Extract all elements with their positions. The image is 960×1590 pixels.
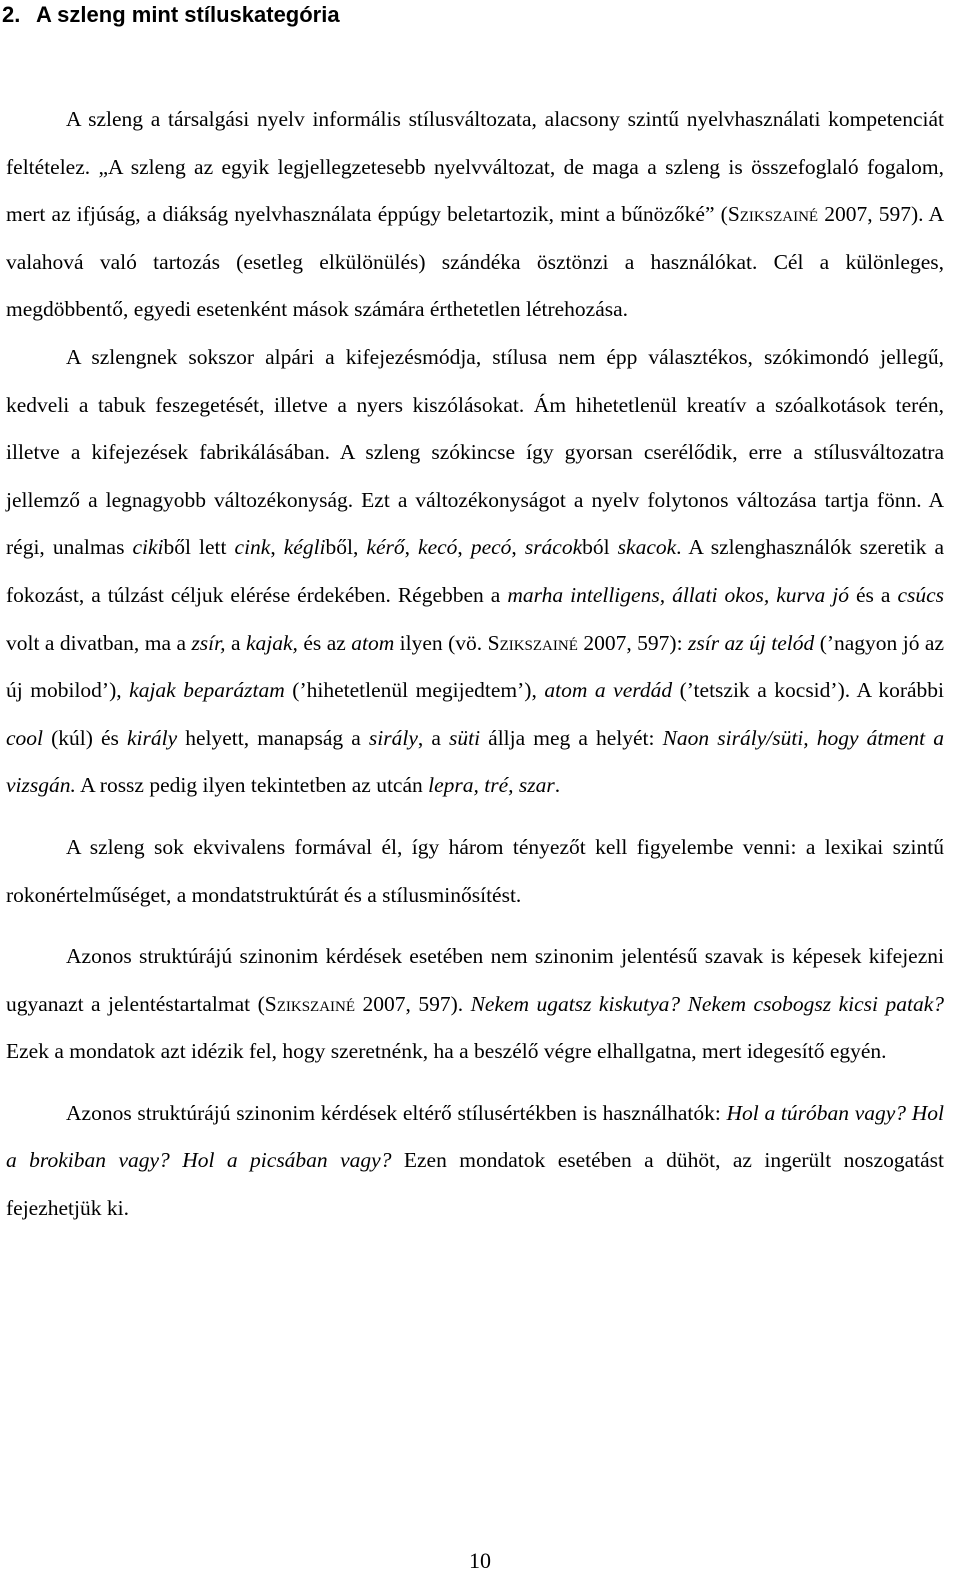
example-word: atom: [351, 630, 395, 655]
example-word: kégli: [283, 535, 326, 560]
author-citation: Szikszainé: [727, 202, 819, 227]
example-word: pecó: [470, 535, 512, 560]
example-word: skacok: [617, 535, 677, 560]
text-run: , a: [417, 725, 449, 750]
text-run: ,: [270, 535, 284, 560]
example-word: cool: [6, 725, 44, 750]
example-word: ciki: [132, 535, 164, 560]
example-word: cink: [234, 535, 271, 560]
text-run: Ezek a mondatok azt idézik fel, hogy szeretnénk, ha a beszélő végre elhallgatna, mert idegesítő egyén.: [6, 1039, 887, 1064]
example-sentence: Naon sirály/süti, hogy átment a vizsgán.: [6, 725, 944, 798]
example-word: kecó: [418, 535, 458, 560]
example-phrase: kajak beparáztam: [129, 678, 285, 703]
text-run: ilyen (vö.: [394, 630, 488, 655]
text-run: Azonos struktúrájú szinonim kérdések eltérő stílusértékben is használhatók:: [66, 1100, 727, 1125]
text-run: (’hihetetlenül megijedtem’),: [284, 678, 545, 703]
text-run: ból: [582, 535, 618, 560]
body-text: [6, 96, 944, 1233]
example-phrase: atom a verdád: [544, 678, 673, 703]
text-run: és az: [297, 630, 352, 655]
paragraph-5: [6, 1090, 944, 1233]
example-word: csúcs: [897, 582, 945, 607]
text-run: A rossz pedig ilyen tekintetben az utcán: [75, 773, 429, 798]
paragraph-4: [6, 933, 944, 1076]
text-run: volt a divatban, ma a: [6, 630, 192, 655]
author-citation: Szikszainé: [264, 991, 356, 1016]
text-run: Azonos struktúrájú szinonim kérdések esetében nem szinonim jelentésű szavak is képesek kifejezni ugyanazt a jelentéstartalmat (: [6, 944, 944, 1016]
example-word: király: [127, 725, 178, 750]
section-heading: [2, 0, 340, 30]
example-word: kajak,: [245, 630, 298, 655]
text-run: és a: [848, 582, 898, 607]
page-number: 10: [469, 1548, 491, 1573]
example-phrase: zsír az új telód: [688, 630, 815, 655]
text-run: ből lett: [163, 535, 235, 560]
example-word: zsír,: [191, 630, 226, 655]
section-title: A szleng mint stíluskategória: [36, 2, 340, 27]
text-run: A szleng a társalgási nyelv informális stílusváltozata, alacsony szintű nyelvhasználati kompetenciát feltételez. „A szleng az egyik legjellegzetesebb nyelvváltozat, de maga a szleng is összefoglaló fogalom, mert az ifjúság, a diákság nyelvhasználata éppúgy beletartozik, mint a bűnözőké” (: [6, 107, 944, 227]
text-run: Ezen mondatok esetében a dühöt, az ingerült noszogatást fejezhetjük ki.: [6, 1148, 944, 1221]
text-run: . A szlenghasználók szeretik a fokozást, a túlzást céljuk elérése érdekében. Régebben a: [6, 535, 945, 607]
paragraph-1: [6, 96, 944, 334]
paragraph-3: [6, 824, 944, 919]
example-sentence: Hol a túróban vagy? Hol a brokiban vagy? Hol a picsában vagy?: [6, 1100, 944, 1173]
example-sentence: Nekem ugatsz kiskutya? Nekem csobogsz kicsi patak?: [470, 991, 944, 1016]
text-run: ,: [404, 535, 419, 560]
text-run: helyett, manapság a: [177, 725, 369, 750]
example-word: kérő: [366, 535, 405, 560]
example-word: sirály: [368, 725, 418, 750]
text-run: A szleng sok ekvivalens formával él, így három tényezőt kell figyelembe venni: a lexikai szintű rokonértelműséget, a mondatstruktúrát és a stílusminősítést.: [6, 834, 944, 907]
text-run: ,: [457, 535, 471, 560]
text-run: állja meg a helyét:: [480, 725, 663, 750]
text-run: 2007, 597). A valahová való tartozás (esetleg elkülönülés) szándéka ösztönzi a használókat. Cél a különleges, megdöbbentő, egyedi esetenként mások számára érthetetlen létrehozása.: [6, 202, 945, 322]
text-run: 2007, 597).: [355, 991, 471, 1016]
author-citation: Szikszainé: [487, 630, 578, 655]
text-run: (’nagyon jó az új mobilod’),: [6, 630, 945, 703]
text-run: 2007, 597):: [577, 630, 688, 655]
text-run: ből,: [325, 535, 367, 560]
text-run: ,: [511, 535, 525, 560]
text-run: a: [225, 630, 246, 655]
example-word: lepra, tré, szar: [428, 773, 555, 798]
example-word: srácok: [524, 535, 583, 560]
text-run: (’tetszik a kocsid’). A korábbi: [672, 678, 944, 703]
example-word: süti: [449, 725, 481, 750]
example-word: marha intelligens, állati okos, kurva jó: [507, 582, 849, 607]
text-run: .: [554, 773, 561, 798]
text-run: A szlengnek sokszor alpári a kifejezésmódja, stílusa nem épp választékos, szókimondó jellegű, kedveli a tabuk feszegetését, illetve a nyers kiszólásokat. Ám hihetetlenül kreatív a szóalkotások terén, illetve a kifejezések fabrikálásában. A szleng szókincse így gyorsan cserélődik, erre a stílusváltozatra jellemző a legnagyobb változékonyság. Ezt a változékonyságot a nyelv folytonos változása tartja fönn. A régi, unalmas: [6, 344, 944, 560]
text-run: (kúl) és: [43, 725, 127, 750]
paragraph-2: [6, 334, 944, 810]
section-number: 2.: [2, 2, 21, 27]
